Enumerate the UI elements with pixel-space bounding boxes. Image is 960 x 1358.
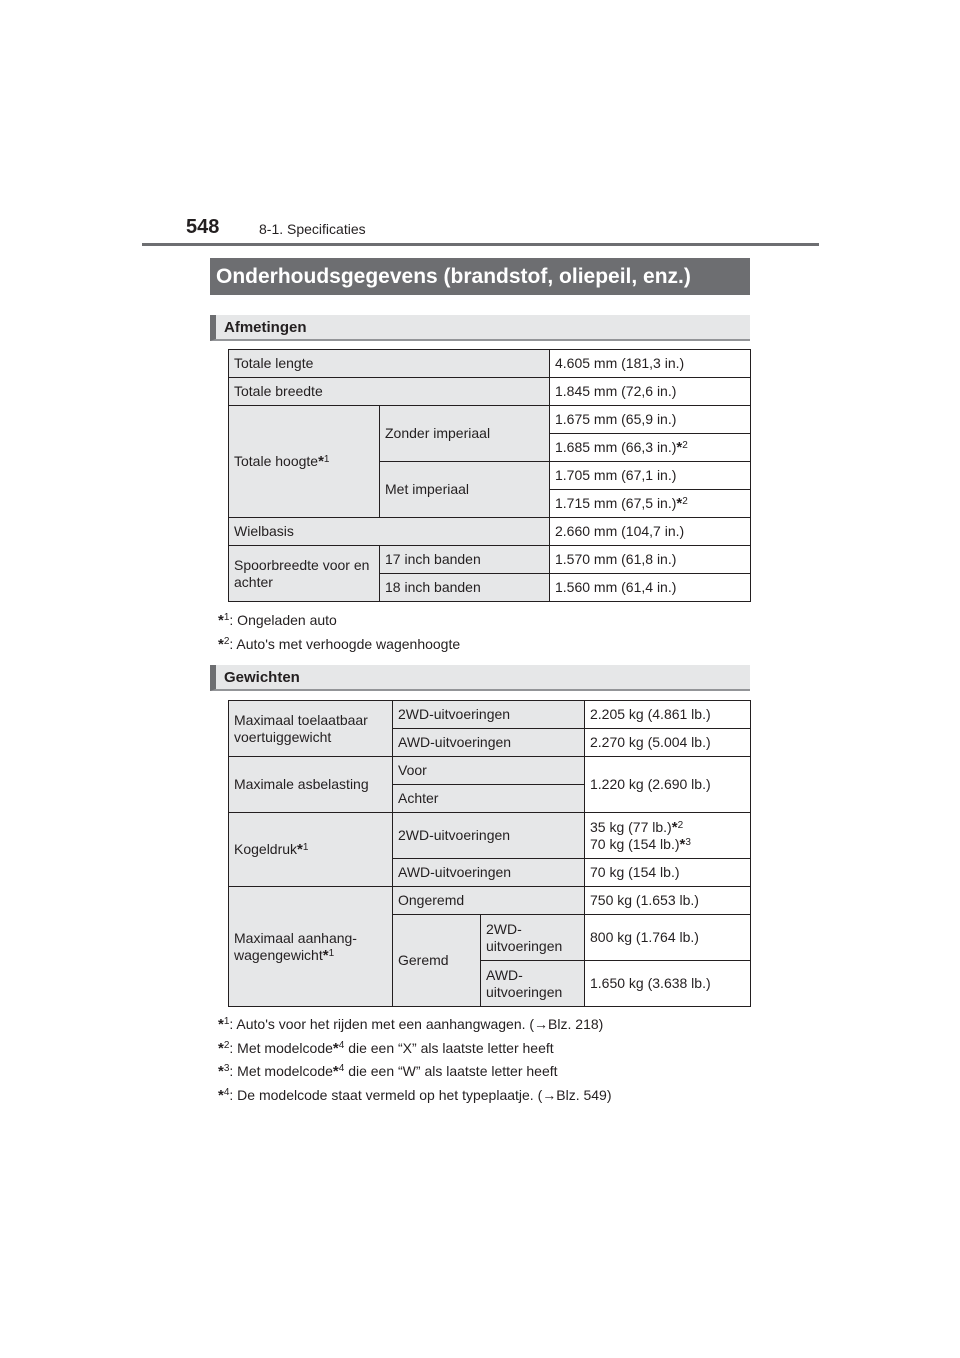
footnote-asterisk: * [218,635,224,653]
footnote-mark: 2 [677,819,684,831]
footnote-mark: 3 [685,836,691,848]
page-number: 548 [186,216,220,238]
footnote-asterisk: * [218,1016,224,1033]
afmetingen-table [228,349,751,602]
footnote-text: : Met modelcode [229,1039,333,1056]
table-cell-value: 800 kg (1.764 lb.) [585,915,751,961]
value-text: 1.685 mm (66,3 in.) [555,439,677,455]
footnote-text: die een “W” als laatste letter heeft [344,1063,558,1079]
footnote-asterisk: * [297,841,303,858]
label-text: AWD- [486,966,523,983]
table-row [229,701,751,729]
table-cell-value: 1.570 mm (61,8 in.) [550,546,751,574]
section-reference: 8-1. Specificaties [259,221,366,237]
table-cell-label: Met imperiaal [380,462,550,518]
value-text: 1.715 mm (67,5 in.) [555,495,677,511]
table-row [229,546,751,574]
footnote-mark: 1 [323,454,330,465]
table-cell-value: 1.705 mm (67,1 in.) [550,462,751,490]
table-cell-value: 750 kg (1.653 lb.) [585,887,751,915]
footnote-text: : Auto's met verhoogde wagenhoogte [229,635,461,652]
table-cell-label: 2WD-uitvoeringen [393,701,585,729]
table-row [229,350,751,378]
table-cell-value: 1.675 mm (65,9 in.) [550,406,751,434]
footnote-asterisk: * [318,453,324,470]
table-row [229,813,751,859]
table-row [229,518,751,546]
table-cell-label [229,887,393,1007]
footnote-mark: 3 [223,1063,230,1074]
section-title-afmetingen: Afmetingen [210,315,750,341]
table-cell-label [229,813,393,887]
footnote-asterisk: * [218,1063,224,1080]
section-title-gewichten: Gewichten [210,665,750,691]
footnote-text: die een “X” als laatste letter heeft [344,1039,554,1056]
footnote-mark: 4 [338,1039,345,1051]
table-cell-value: 1.560 mm (61,4 in.) [550,574,751,602]
table-cell-label: Voor [393,757,585,785]
footnote-mark: 4 [223,1086,230,1098]
table-cell-value [550,434,751,462]
label-text: uitvoeringen [486,983,563,1000]
table-row [229,757,751,785]
table-cell-label [481,915,585,961]
footnote [218,609,460,633]
footnote-asterisk: * [332,1039,339,1057]
gewichten-footnotes [218,1013,612,1107]
footnote-mark: 2 [223,635,230,647]
table-cell-label: Achter [393,785,585,813]
footnote-text: : De modelcode staat vermeld op het typeplaatje. (→Blz. 549) [229,1086,612,1103]
afmetingen-footnotes [218,609,460,656]
header-rule [142,243,819,246]
table-cell-label: Geremd [393,915,481,1007]
table-cell-value: 2.205 kg (4.861 lb.) [585,701,751,729]
table-cell-label: Ongeremd [393,887,585,915]
footnote [218,1084,612,1108]
main-title: Onderhoudsgegevens (brandstof, oliepeil, enz.) [210,258,750,295]
table-cell-label: Spoorbreedte voor en achter [229,546,380,602]
label-text: Kogeldruk [234,841,298,857]
footnote [218,1060,612,1084]
table-cell-label: 2WD-uitvoeringen [393,813,585,859]
table-cell-label: Totale breedte [229,378,550,406]
footnote-mark: 2 [682,440,688,451]
table-cell-label: AWD-uitvoeringen [393,859,585,887]
table-cell-label: Totale lengte [229,350,550,378]
table-cell-value [550,490,751,518]
footnote-asterisk: * [218,612,224,629]
table-row [229,378,751,406]
label-text: uitvoeringen [486,937,563,954]
footnote-asterisk: * [322,946,329,964]
table-cell-label: Zonder imperiaal [380,406,550,462]
footnote-asterisk: * [676,439,683,456]
footnote-mark: 4 [338,1063,345,1074]
footnote-mark: 2 [223,1039,230,1051]
footnote [218,1013,612,1037]
table-cell-label [481,961,585,1007]
label-text: Maximaal aanhang- [234,929,357,946]
footnote-text: : Auto's voor het rijden met een aanhangwagen. (→Blz. 218) [229,1016,604,1032]
table-cell-label: Maximaal toelaatbaar voertuiggewicht [229,701,393,757]
value-text: 35 kg (77 lb.) [590,818,672,835]
footnote [218,633,460,657]
table-cell-value [585,813,751,859]
footnote-asterisk: * [679,835,686,853]
table-cell-label [229,406,380,518]
table-cell-value: 1.220 kg (2.690 lb.) [585,757,751,813]
table-cell-label: 17 inch banden [380,546,550,574]
label-text: 2WD- [486,920,522,937]
footnote-text: : Met modelcode [229,1063,333,1079]
table-cell-label: AWD-uitvoeringen [393,729,585,757]
table-cell-value: 1.650 kg (3.638 lb.) [585,961,751,1007]
table-cell-value: 70 kg (154 lb.) [585,859,751,887]
table-cell-value: 4.605 mm (181,3 in.) [550,350,751,378]
footnote-mark: 1 [302,842,309,853]
table-row [229,406,751,434]
label-text: Totale hoogte [234,453,319,469]
table-cell-label: Maximale asbelasting [229,757,393,813]
footnote-asterisk: * [218,1086,224,1104]
table-cell-label: 18 inch banden [380,574,550,602]
table-cell-value: 1.845 mm (72,6 in.) [550,378,751,406]
gewichten-table [228,700,751,1007]
footnote-mark: 1 [223,612,230,623]
table-row [229,887,751,915]
table-cell-value: 2.660 mm (104,7 in.) [550,518,751,546]
footnote-asterisk: * [676,495,683,512]
label-text: wagengewicht [234,946,323,963]
footnote [218,1037,612,1061]
table-cell-value: 2.270 kg (5.004 lb.) [585,729,751,757]
footnote-mark: 1 [328,947,335,959]
footnote-mark: 1 [223,1016,230,1027]
footnote-asterisk: * [671,818,678,836]
table-cell-label: Wielbasis [229,518,550,546]
value-text: 70 kg (154 lb.) [590,835,680,852]
footnote-mark: 2 [682,496,688,507]
footnote-text: : Ongeladen auto [229,612,337,628]
footnote-asterisk: * [332,1063,339,1080]
footnote-asterisk: * [218,1039,224,1057]
